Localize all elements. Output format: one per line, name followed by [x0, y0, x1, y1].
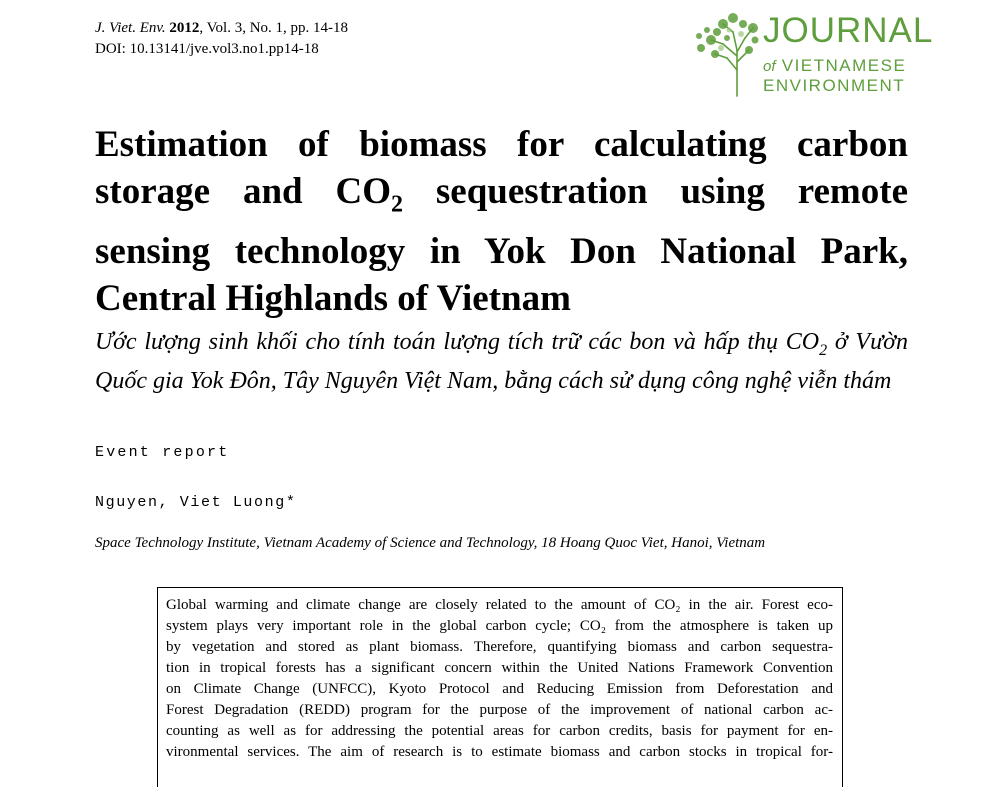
- logo-word-journal: JOURNAL: [763, 11, 934, 50]
- doi: DOI: 10.13141/jve.vol3.no1.pp14-18: [95, 41, 319, 57]
- journal-logo: [693, 10, 934, 98]
- abstract-line: counting as well as for addressing the potential areas for carbon credits, basis for payment for en-: [166, 723, 833, 739]
- article-type: Event report: [95, 444, 230, 461]
- abstract-line: tion in tropical forests has a significant concern within the United Nations Framework Convention: [166, 660, 833, 676]
- abstract-line: system plays very important role in the global carbon cycle; CO₂ from the atmosphere is taken up: [166, 618, 833, 634]
- logo-word-environment: ENVIRONMENT: [763, 76, 906, 95]
- abstract-text: [166, 595, 833, 763]
- publication-year: 2012: [169, 20, 200, 36]
- journal-abbreviation: J. Viet. Env.: [95, 20, 166, 36]
- abstract-line: Forest Degradation (REDD) program for the purpose of the improvement of national carbon ac-: [166, 702, 833, 718]
- volume-pages: , Vol. 3, No. 1, pp. 14-18: [199, 20, 349, 36]
- citation-header: [95, 18, 348, 60]
- abstract-line: vironmental services. The aim of research is to estimate biomass and carbon stocks in tropical for-: [166, 744, 833, 760]
- abstract-line: on Climate Change (UNFCC), Kyoto Protocol and Reducing Emission from Deforestation and: [166, 681, 833, 697]
- citation-line: [95, 18, 348, 39]
- vietnamese-title: Ước lượng sinh khối cho tính toán lượng tích trữ các bon và hấp thụ $CO_2$ ở Vườn Quốc gia Yok Đôn, Tây Nguyên Việt Nam, bằng cách sử dụng công nghệ viễn thám: [95, 329, 908, 394]
- abstract-box: [157, 587, 843, 787]
- abstract-line: by vegetation and stored as plant biomass. Therefore, quantifying biomass and carbon sequestra-: [166, 639, 833, 655]
- author-name: Nguyen, Viet Luong*: [95, 494, 297, 511]
- logo-line-vietnamese: of VIETNAMESE: [763, 56, 907, 75]
- article-title: Estimation of biomass for calculating carbon storage and $CO_2$ sequestration using remote sensing technology in Yok Don National Park, Central Highlands of Vietnam: [95, 124, 908, 320]
- abstract-line: Global warming and climate change are closely related to the amount of CO₂ in the air. Forest eco-: [166, 597, 833, 613]
- author-affiliation: Space Technology Institute, Vietnam Academy of Science and Technology, 18 Hoang Quoc Viet, Hanoi, Vietnam: [95, 535, 766, 551]
- tree-logo-icon: [693, 10, 763, 98]
